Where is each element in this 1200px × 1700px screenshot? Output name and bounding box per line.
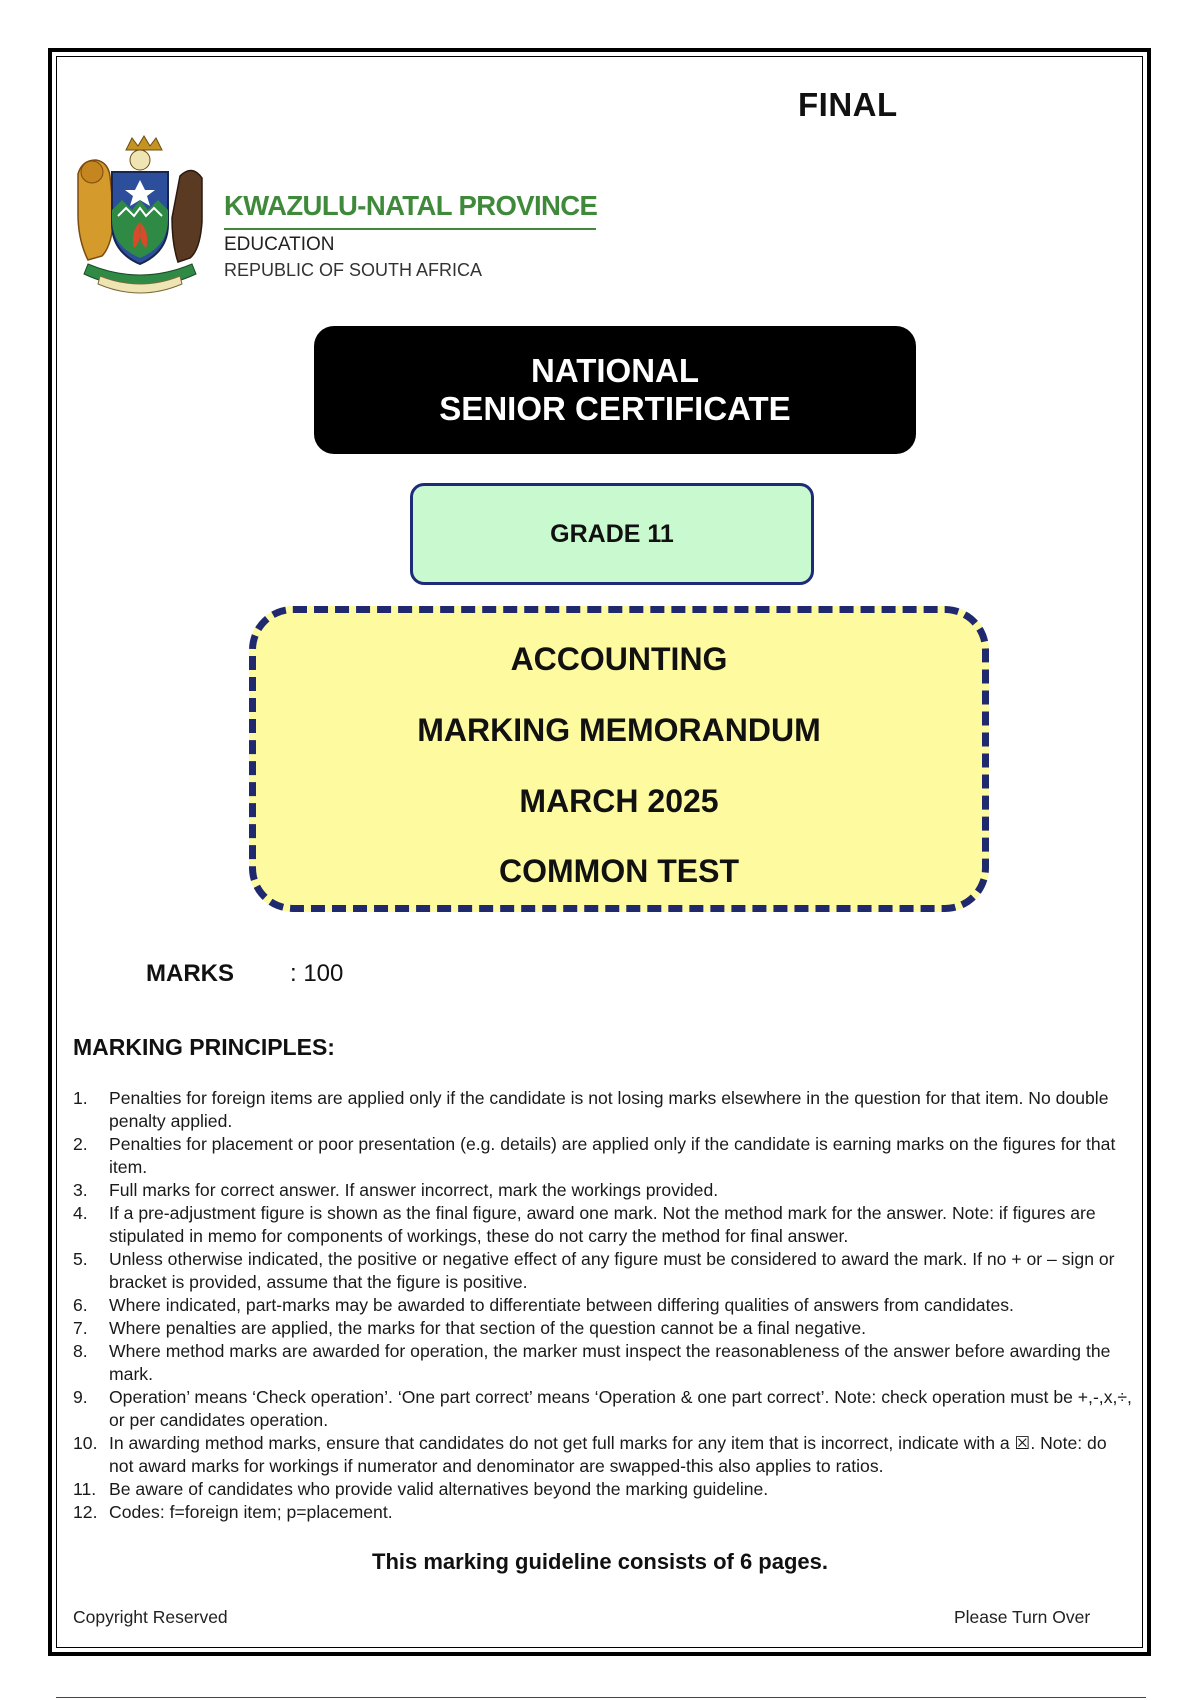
principle-text: Penalties for foreign items are applied only if the candidate is not losing marks elsewhere in the question for that item. No double penalty applied. xyxy=(109,1088,1109,1131)
principle-text: Penalties for placement or poor presentation (e.g. details) are applied only if the candidate is earning marks on the figures for that item. xyxy=(109,1134,1116,1177)
principle-number: 3. xyxy=(73,1180,88,1200)
principle-text: Where penalties are applied, the marks for that section of the question cannot be a final negative. xyxy=(109,1318,866,1338)
marks-value: : 100 xyxy=(290,960,344,987)
marks-label: MARKS xyxy=(146,960,234,987)
page-count-note: This marking guideline consists of 6 pages. xyxy=(372,1549,828,1574)
grade-label: GRADE 11 xyxy=(550,519,674,548)
principle-number: 2. xyxy=(73,1134,88,1154)
copyright-footer: Copyright Reserved xyxy=(73,1607,228,1627)
subject-box xyxy=(249,606,989,912)
principle-item xyxy=(73,1133,1133,1179)
country-name: REPUBLIC OF SOUTH AFRICA xyxy=(224,260,483,280)
principle-text: Where method marks are awarded for operation, the marker must inspect the reasonableness of the answer before awarding the mark. xyxy=(109,1341,1111,1384)
principle-item xyxy=(73,1478,1133,1501)
department-logo xyxy=(70,124,600,300)
principle-item xyxy=(73,1248,1133,1294)
principles-title: MARKING PRINCIPLES: xyxy=(73,1034,335,1060)
principle-number: 7. xyxy=(73,1318,88,1338)
principle-text: Unless otherwise indicated, the positive or negative effect of any figure must be considered to award the mark. If no + or – sign or bracket is provided, assume that the figure is positive. xyxy=(109,1249,1115,1292)
department-name: EDUCATION xyxy=(224,234,335,255)
principle-text: Operation’ means ‘Check operation’. ‘One part correct’ means ‘Operation & one part correct’. Note: check operation must be +,-,x,÷, or per candidates operation. xyxy=(109,1387,1132,1430)
principle-number: 10. xyxy=(73,1433,98,1453)
principle-number: 12. xyxy=(73,1502,98,1522)
principle-item xyxy=(73,1087,1133,1133)
coat-of-arms-icon xyxy=(70,124,210,300)
test-type: COMMON TEST xyxy=(499,853,739,889)
exam-date: MARCH 2025 xyxy=(519,783,719,819)
principle-item xyxy=(73,1501,1133,1524)
principle-item xyxy=(73,1340,1133,1386)
principle-number: 5. xyxy=(73,1249,88,1269)
principle-item xyxy=(73,1202,1133,1248)
certificate-line-2: SENIOR CERTIFICATE xyxy=(439,390,791,427)
principle-text: Full marks for correct answer. If answer incorrect, mark the workings provided. xyxy=(109,1180,719,1200)
certificate-banner xyxy=(314,326,916,454)
principle-item xyxy=(73,1317,1133,1340)
principle-item xyxy=(73,1386,1133,1432)
principle-number: 4. xyxy=(73,1203,88,1223)
principle-number: 8. xyxy=(73,1341,88,1361)
principle-number: 9. xyxy=(73,1387,88,1407)
principle-item xyxy=(73,1432,1133,1478)
principle-text: In awarding method marks, ensure that candidates do not get full marks for any item that is incorrect, indicate with a ☒. Note: do not award marks for workings if numerator and denominator are swapped-this also applies to ratios. xyxy=(109,1433,1107,1476)
document-type: MARKING MEMORANDUM xyxy=(417,712,821,748)
province-name: KWAZULU-NATAL PROVINCE xyxy=(224,190,598,221)
subject-title: ACCOUNTING xyxy=(510,641,728,677)
grade-box xyxy=(410,483,814,585)
certificate-line-1: NATIONAL xyxy=(530,352,700,389)
logo-divider xyxy=(224,228,596,230)
principle-item xyxy=(73,1294,1133,1317)
principle-number: 11. xyxy=(73,1479,97,1499)
principle-text: Where indicated, part-marks may be awarded to differentiate between differing qualities of answers from candidates. xyxy=(109,1295,1014,1315)
principle-number: 6. xyxy=(73,1295,88,1315)
next-page-edge xyxy=(56,1697,1146,1698)
principle-text: Be aware of candidates who provide valid alternatives beyond the marking guideline. xyxy=(109,1479,769,1499)
principle-number: 1. xyxy=(73,1088,88,1108)
final-label: FINAL xyxy=(798,86,898,123)
principle-text: If a pre-adjustment figure is shown as the final figure, award one mark. Not the method mark for the answer. Note: if figures are stipulated in memo for components of workings, these do not carry the method for final answer. xyxy=(109,1203,1096,1246)
principles-list xyxy=(73,1087,1133,1524)
turn-over-footer: Please Turn Over xyxy=(954,1607,1091,1627)
principle-item xyxy=(73,1179,1133,1202)
principle-text: Codes: f=foreign item; p=placement. xyxy=(109,1502,393,1522)
